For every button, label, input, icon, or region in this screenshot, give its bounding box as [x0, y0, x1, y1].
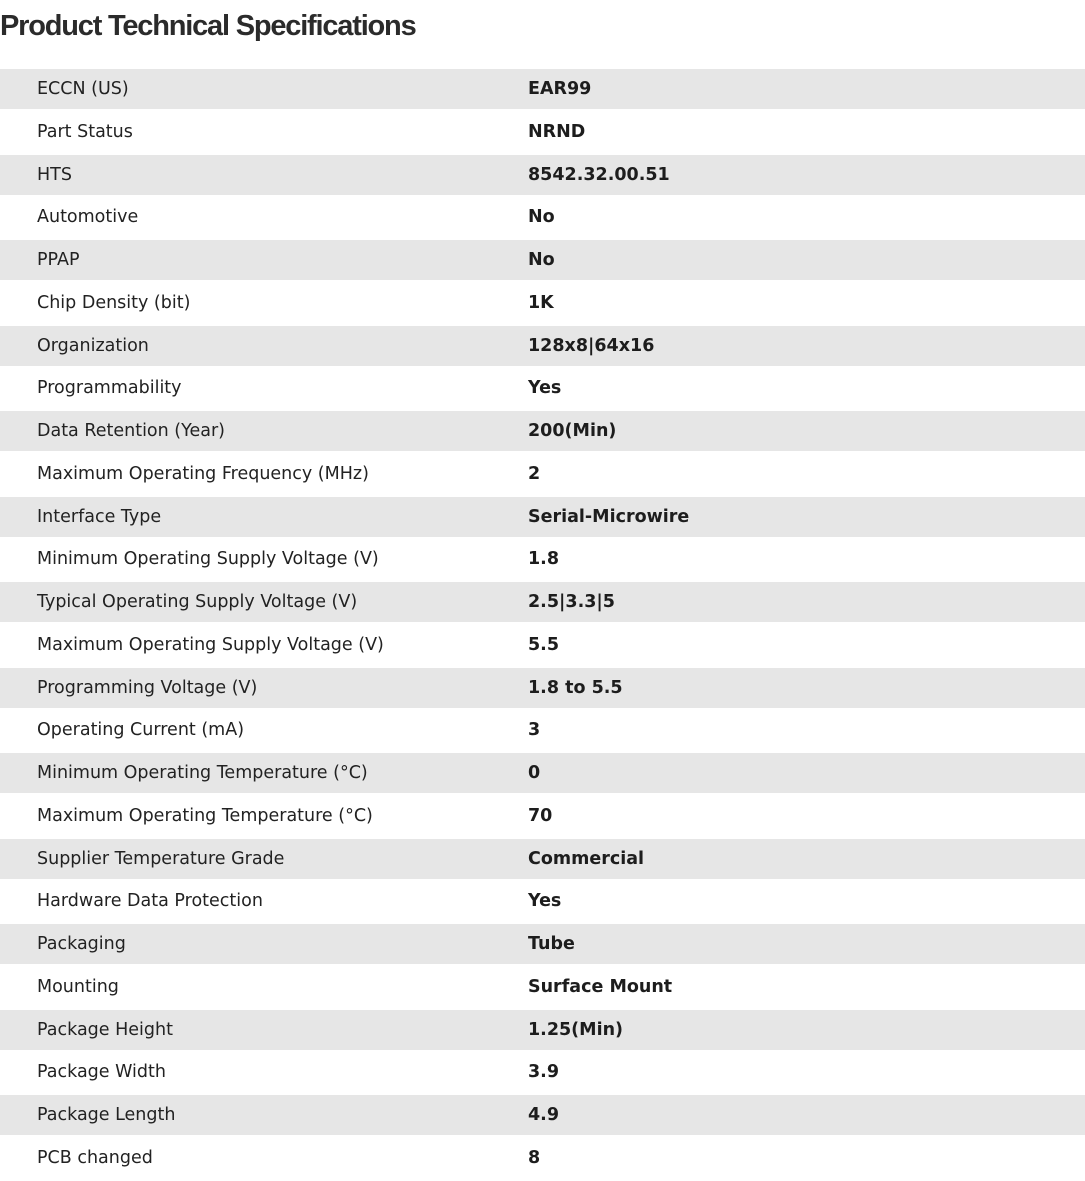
spec-row: [0, 497, 1085, 537]
spec-label: Maximum Operating Temperature (°C): [37, 805, 373, 826]
spec-label: Typical Operating Supply Voltage (V): [37, 592, 358, 612]
spec-value: 3: [528, 720, 541, 741]
spec-label: Package Height: [37, 1019, 173, 1040]
spec-value: 1K: [528, 292, 554, 313]
spec-value: 200(Min): [528, 421, 617, 441]
spec-value: 1.25(Min): [528, 1019, 624, 1040]
spec-value: 2: [528, 463, 541, 484]
spec-value: 4.9: [528, 1105, 560, 1125]
spec-row: [0, 793, 1085, 839]
spec-value: 8: [528, 1147, 541, 1168]
spec-label: Minimum Operating Temperature (°C): [37, 763, 368, 783]
spec-row: [0, 366, 1085, 412]
spec-row: [0, 1095, 1085, 1135]
spec-label: HTS: [37, 164, 72, 185]
spec-value: 70: [528, 805, 553, 826]
spec-row: [0, 326, 1085, 366]
spec-row: [0, 1135, 1085, 1181]
spec-value: 1.8 to 5.5: [528, 677, 623, 698]
spec-label: Chip Density (bit): [37, 292, 191, 313]
spec-row: [0, 195, 1085, 241]
spec-value: Yes: [528, 378, 562, 399]
spec-label: Programmability: [37, 378, 182, 399]
spec-label: Programming Voltage (V): [37, 677, 258, 698]
spec-value: Yes: [528, 891, 562, 912]
spec-label: Data Retention (Year): [37, 421, 225, 441]
spec-row: [0, 451, 1085, 497]
spec-row: [0, 1010, 1085, 1050]
page-title: Product Technical Specifications: [0, 10, 416, 42]
spec-label: Maximum Operating Supply Voltage (V): [37, 634, 384, 655]
spec-row: [0, 622, 1085, 668]
spec-row: [0, 924, 1085, 964]
spec-value: No: [528, 207, 555, 228]
spec-label: Interface Type: [37, 506, 162, 527]
spec-label: Minimum Operating Supply Voltage (V): [37, 549, 379, 570]
spec-label: Maximum Operating Frequency (MHz): [37, 463, 369, 484]
spec-value: 1.8: [528, 549, 560, 570]
spec-row: [0, 69, 1085, 109]
spec-label: Supplier Temperature Grade: [37, 848, 285, 869]
spec-value: 2.5|3.3|5: [528, 592, 615, 612]
spec-value: 128x8|64x16: [528, 335, 655, 356]
spec-label: Packaging: [37, 934, 126, 954]
spec-row: [0, 708, 1085, 754]
spec-table: [0, 69, 1085, 1181]
spec-label: Mounting: [37, 976, 119, 997]
spec-label: Automotive: [37, 207, 139, 228]
spec-row: [0, 240, 1085, 280]
spec-label: ECCN (US): [37, 79, 129, 99]
spec-row: [0, 879, 1085, 925]
spec-value: Surface Mount: [528, 976, 673, 997]
spec-label: Operating Current (mA): [37, 720, 245, 741]
spec-row: [0, 537, 1085, 583]
spec-label: PCB changed: [37, 1147, 153, 1168]
spec-row: [0, 839, 1085, 879]
spec-value: Tube: [528, 934, 575, 954]
spec-value: 8542.32.00.51: [528, 164, 670, 185]
spec-row: [0, 582, 1085, 622]
spec-row: [0, 753, 1085, 793]
spec-value: EAR99: [528, 79, 592, 99]
spec-label: Package Width: [37, 1062, 166, 1083]
spec-value: No: [528, 250, 555, 270]
spec-value: 0: [528, 763, 541, 783]
spec-value: Serial-Microwire: [528, 506, 690, 527]
spec-row: [0, 668, 1085, 708]
spec-value: NRND: [528, 121, 586, 142]
spec-row: [0, 964, 1085, 1010]
spec-label: Part Status: [37, 121, 133, 142]
spec-label: Package Length: [37, 1105, 176, 1125]
spec-row: [0, 280, 1085, 326]
spec-row: [0, 155, 1085, 195]
spec-row: [0, 109, 1085, 155]
spec-label: Hardware Data Protection: [37, 891, 263, 912]
spec-row: [0, 411, 1085, 451]
spec-value: Commercial: [528, 848, 645, 869]
spec-label: PPAP: [37, 250, 80, 270]
spec-label: Organization: [37, 335, 149, 356]
spec-value: 5.5: [528, 634, 560, 655]
spec-row: [0, 1050, 1085, 1096]
spec-value: 3.9: [528, 1062, 560, 1083]
